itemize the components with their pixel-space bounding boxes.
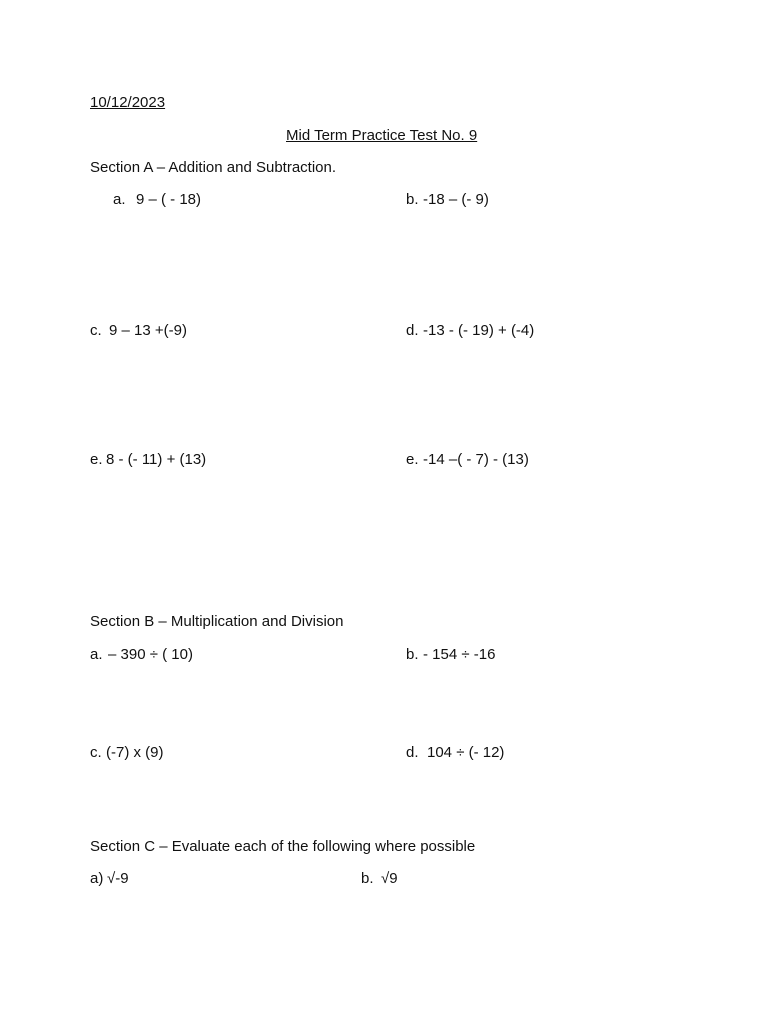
section-a-heading: Section A – Addition and Subtraction. (90, 159, 337, 176)
problem-label: e. (406, 451, 419, 468)
problem-label: d. (406, 322, 419, 339)
problem-expression: - 154 ÷ -16 (423, 646, 496, 663)
problem-expression: (-7) x (9) (106, 744, 164, 761)
problem-expression: 9 – 13 +(-9) (109, 322, 187, 339)
problem-label: a) (90, 870, 104, 887)
section-b-heading: Section B – Multiplication and Division (90, 613, 344, 630)
problem-label: a. (90, 646, 103, 663)
section-c-heading: Section C – Evaluate each of the following where possible (90, 838, 476, 855)
test-title: Mid Term Practice Test No. 9 (286, 127, 478, 144)
problem-expression: -13 - (- 19) + (-4) (423, 322, 535, 339)
problem-label: d. (406, 744, 419, 761)
problem-label: c. (90, 322, 102, 339)
problem-expression: √9 (381, 870, 398, 887)
problem-expression: 104 ÷ (- 12) (427, 744, 505, 761)
problem-label: c. (90, 744, 102, 761)
problem-label: b. (406, 646, 419, 663)
problem-expression: – 390 ÷ ( 10) (108, 646, 193, 663)
problem-expression: 8 - (- 11) + (13) (106, 451, 207, 468)
problem-expression: 9 – ( - 18) (136, 191, 202, 208)
problem-label: b. (406, 191, 419, 208)
problem-expression: -18 – (- 9) (423, 191, 489, 208)
problem-expression: -14 –( - 7) - (13) (423, 451, 529, 468)
problem-label: a. (113, 191, 126, 208)
problem-label: e. (90, 451, 103, 468)
test-date: 10/12/2023 (90, 94, 166, 111)
problem-label: b. (361, 870, 374, 887)
problem-expression: √-9 (107, 870, 129, 887)
